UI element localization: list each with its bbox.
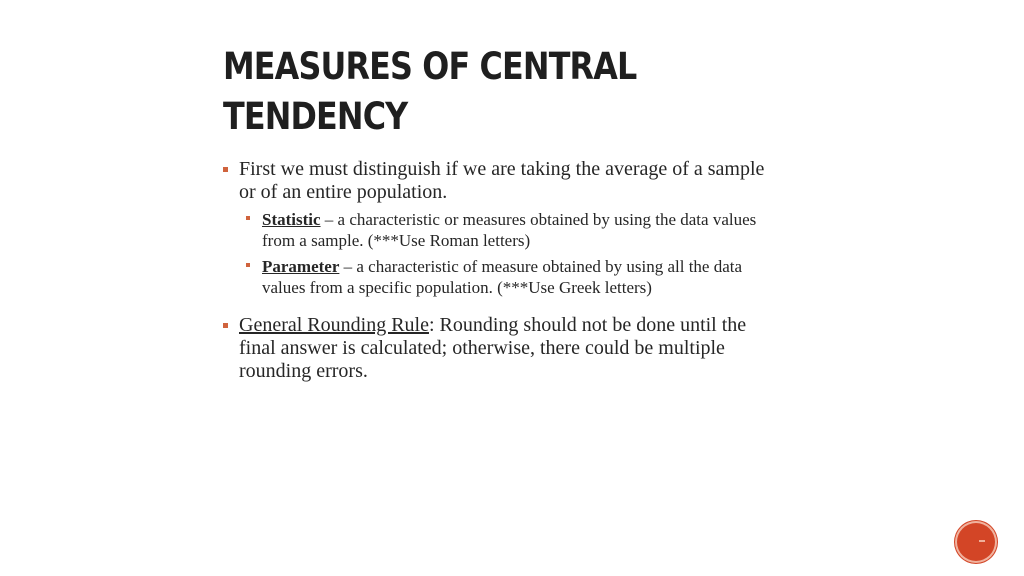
parameter-term: Parameter [262,257,340,276]
bullet-intro-text: First we must distinguish if we are taking the average of a sample or of an entire population. [239,158,765,203]
bullet-intro [223,158,783,204]
statistic-term: Statistic [262,210,321,229]
sub-bullet-list [223,209,783,298]
square-bullet-icon [246,216,250,220]
square-bullet-icon [223,167,228,172]
bullet-rounding-rule [223,314,783,383]
square-bullet-icon [246,263,250,267]
circle-badge-icon [957,523,995,561]
rounding-rule-term: General Rounding Rule [239,314,429,336]
bullet-parameter [246,256,783,298]
rounding-rule-text: : Rounding should not be done until the final answer is calculated; otherwise, there could be multiple rounding errors. [239,314,747,382]
bullet-statistic [246,209,783,251]
slide-title: MEASURES OF CENTRAL TENDENCY [223,45,637,138]
square-bullet-icon [223,323,228,328]
statistic-definition: – a characteristic or measures obtained by using the data values from a sample. (***Use Roman letters) [262,210,757,250]
slide-content [223,158,783,383]
parameter-definition: – a characteristic of measure obtained by using all the data values from a specific population. (***Use Greek letters) [262,257,743,297]
